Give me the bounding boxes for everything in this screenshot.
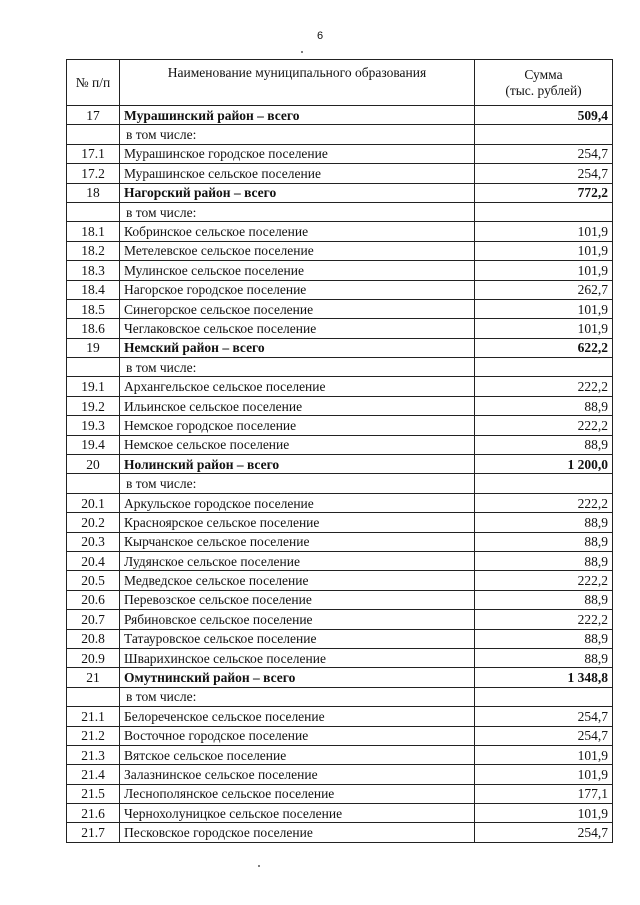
row-number: 18.2 bbox=[67, 241, 120, 260]
row-sum: 101,9 bbox=[475, 804, 613, 823]
row-sum: 101,9 bbox=[475, 241, 613, 260]
row-name: Кобринское сельское поселение bbox=[120, 222, 475, 241]
table-row bbox=[67, 513, 613, 532]
row-name: Аркульское городское поселение bbox=[120, 493, 475, 512]
table-row bbox=[67, 319, 613, 338]
including-row bbox=[67, 474, 613, 493]
row-name: Вятское сельское поселение bbox=[120, 745, 475, 764]
row-sum bbox=[475, 687, 613, 706]
row-sum: 254,7 bbox=[475, 707, 613, 726]
row-number: 21.7 bbox=[67, 823, 120, 842]
row-name: Шварихинское сельское поселение bbox=[120, 648, 475, 667]
row-name: Синегорское сельское поселение bbox=[120, 299, 475, 318]
table-row bbox=[67, 629, 613, 648]
row-number bbox=[67, 125, 120, 144]
row-number: 19.3 bbox=[67, 416, 120, 435]
row-number: 21.2 bbox=[67, 726, 120, 745]
row-number: 20.7 bbox=[67, 610, 120, 629]
table-row bbox=[67, 707, 613, 726]
row-name: Омутнинский район – всего bbox=[120, 668, 475, 687]
row-name: в том числе: bbox=[120, 125, 475, 144]
row-name: в том числе: bbox=[120, 687, 475, 706]
row-name: Мурашинское сельское поселение bbox=[120, 164, 475, 183]
table-row bbox=[67, 745, 613, 764]
table-row bbox=[67, 765, 613, 784]
row-sum: 88,9 bbox=[475, 396, 613, 415]
row-name: Перевозское сельское поселение bbox=[120, 590, 475, 609]
row-sum: 222,2 bbox=[475, 377, 613, 396]
row-sum bbox=[475, 474, 613, 493]
row-name: Татауровское сельское поселение bbox=[120, 629, 475, 648]
row-number: 18.6 bbox=[67, 319, 120, 338]
table-row bbox=[67, 726, 613, 745]
row-name: Чернохолуницкое сельское поселение bbox=[120, 804, 475, 823]
row-number: 20.9 bbox=[67, 648, 120, 667]
row-sum: 254,7 bbox=[475, 823, 613, 842]
row-number: 20.8 bbox=[67, 629, 120, 648]
table-row bbox=[67, 435, 613, 454]
row-number: 19 bbox=[67, 338, 120, 357]
including-row bbox=[67, 358, 613, 377]
row-sum: 88,9 bbox=[475, 648, 613, 667]
row-name: Нолинский район – всего bbox=[120, 455, 475, 474]
row-sum: 88,9 bbox=[475, 435, 613, 454]
row-sum: 101,9 bbox=[475, 765, 613, 784]
district-total-row bbox=[67, 338, 613, 357]
table-row bbox=[67, 532, 613, 551]
page-number: 6 bbox=[316, 30, 324, 42]
row-number bbox=[67, 474, 120, 493]
row-name: Леснополянское сельское поселение bbox=[120, 784, 475, 803]
row-number: 17.1 bbox=[67, 144, 120, 163]
row-sum: 262,7 bbox=[475, 280, 613, 299]
row-sum: 222,2 bbox=[475, 610, 613, 629]
row-number: 19.1 bbox=[67, 377, 120, 396]
row-name: Мулинское сельское поселение bbox=[120, 261, 475, 280]
header-sum bbox=[475, 60, 613, 106]
row-number: 17 bbox=[67, 106, 120, 125]
row-name: Мурашинское городское поселение bbox=[120, 144, 475, 163]
table-row bbox=[67, 164, 613, 183]
row-name: в том числе: bbox=[120, 358, 475, 377]
row-number: 18.3 bbox=[67, 261, 120, 280]
row-name: Красноярское сельское поселение bbox=[120, 513, 475, 532]
table-row bbox=[67, 571, 613, 590]
row-name: Восточное городское поселение bbox=[120, 726, 475, 745]
row-sum: 101,9 bbox=[475, 261, 613, 280]
header-number: № п/п bbox=[67, 60, 120, 106]
row-number: 18 bbox=[67, 183, 120, 202]
table-row bbox=[67, 241, 613, 260]
table-row bbox=[67, 784, 613, 803]
row-sum: 772,2 bbox=[475, 183, 613, 202]
row-name: Песковское городское поселение bbox=[120, 823, 475, 842]
row-name: Чеглаковское сельское поселение bbox=[120, 319, 475, 338]
row-number: 20.4 bbox=[67, 551, 120, 570]
row-number: 17.2 bbox=[67, 164, 120, 183]
table-row bbox=[67, 222, 613, 241]
row-name: Медведское сельское поселение bbox=[120, 571, 475, 590]
row-sum: 101,9 bbox=[475, 745, 613, 764]
row-name: в том числе: bbox=[120, 474, 475, 493]
district-total-row bbox=[67, 106, 613, 125]
row-sum: 101,9 bbox=[475, 319, 613, 338]
row-sum: 101,9 bbox=[475, 222, 613, 241]
header-sum-line1: Сумма bbox=[524, 66, 563, 82]
row-sum: 222,2 bbox=[475, 416, 613, 435]
table-header-row bbox=[67, 60, 613, 106]
row-name: Немское городское поселение bbox=[120, 416, 475, 435]
including-row bbox=[67, 125, 613, 144]
header-name: Наименование муниципального образования bbox=[120, 60, 475, 106]
row-sum: 254,7 bbox=[475, 164, 613, 183]
row-sum: 254,7 bbox=[475, 726, 613, 745]
row-name: Лудянское сельское поселение bbox=[120, 551, 475, 570]
row-name: Ильинское сельское поселение bbox=[120, 396, 475, 415]
row-name: в том числе: bbox=[120, 202, 475, 221]
district-total-row bbox=[67, 668, 613, 687]
row-sum: 88,9 bbox=[475, 513, 613, 532]
row-number: 20.2 bbox=[67, 513, 120, 532]
row-sum: 622,2 bbox=[475, 338, 613, 357]
row-sum: 88,9 bbox=[475, 590, 613, 609]
scan-dot bbox=[301, 51, 303, 53]
row-sum: 509,4 bbox=[475, 106, 613, 125]
row-sum: 88,9 bbox=[475, 629, 613, 648]
row-name: Мурашинский район – всего bbox=[120, 106, 475, 125]
row-number: 21.5 bbox=[67, 784, 120, 803]
row-sum: 177,1 bbox=[475, 784, 613, 803]
including-row bbox=[67, 687, 613, 706]
row-number: 18.5 bbox=[67, 299, 120, 318]
header-sum-line2: (тыс. рублей) bbox=[505, 82, 582, 98]
row-name: Нагорское городское поселение bbox=[120, 280, 475, 299]
table-row bbox=[67, 804, 613, 823]
district-total-row bbox=[67, 183, 613, 202]
including-row bbox=[67, 202, 613, 221]
row-name: Нагорский район – всего bbox=[120, 183, 475, 202]
row-name: Кырчанское сельское поселение bbox=[120, 532, 475, 551]
table-row bbox=[67, 280, 613, 299]
table-row bbox=[67, 299, 613, 318]
row-name: Немское сельское поселение bbox=[120, 435, 475, 454]
table-row bbox=[67, 590, 613, 609]
row-number bbox=[67, 358, 120, 377]
row-number: 19.2 bbox=[67, 396, 120, 415]
row-sum: 254,7 bbox=[475, 144, 613, 163]
row-number: 20.1 bbox=[67, 493, 120, 512]
row-number: 21.1 bbox=[67, 707, 120, 726]
row-name: Немский район – всего bbox=[120, 338, 475, 357]
row-sum: 222,2 bbox=[475, 493, 613, 512]
row-number bbox=[67, 687, 120, 706]
row-sum: 222,2 bbox=[475, 571, 613, 590]
row-sum: 101,9 bbox=[475, 299, 613, 318]
row-number: 20 bbox=[67, 455, 120, 474]
district-total-row bbox=[67, 455, 613, 474]
table-row bbox=[67, 261, 613, 280]
table-row bbox=[67, 396, 613, 415]
row-number bbox=[67, 202, 120, 221]
table-body bbox=[67, 106, 613, 843]
table-row bbox=[67, 610, 613, 629]
table-row bbox=[67, 648, 613, 667]
row-name: Белореченское сельское поселение bbox=[120, 707, 475, 726]
row-name: Рябиновское сельское поселение bbox=[120, 610, 475, 629]
row-number: 21.3 bbox=[67, 745, 120, 764]
row-name: Метелевское сельское поселение bbox=[120, 241, 475, 260]
row-sum bbox=[475, 358, 613, 377]
budget-table bbox=[66, 59, 613, 843]
table-row bbox=[67, 493, 613, 512]
row-sum: 88,9 bbox=[475, 532, 613, 551]
table-row bbox=[67, 551, 613, 570]
row-number: 21.4 bbox=[67, 765, 120, 784]
row-name: Архангельское сельское поселение bbox=[120, 377, 475, 396]
row-number: 19.4 bbox=[67, 435, 120, 454]
row-number: 20.6 bbox=[67, 590, 120, 609]
row-sum: 1 200,0 bbox=[475, 455, 613, 474]
row-sum bbox=[475, 125, 613, 144]
scan-dot bbox=[258, 865, 260, 867]
table-row bbox=[67, 416, 613, 435]
row-number: 20.3 bbox=[67, 532, 120, 551]
row-number: 18.1 bbox=[67, 222, 120, 241]
row-sum: 1 348,8 bbox=[475, 668, 613, 687]
table-row bbox=[67, 823, 613, 842]
row-sum bbox=[475, 202, 613, 221]
table-row bbox=[67, 377, 613, 396]
table-row bbox=[67, 144, 613, 163]
row-number: 20.5 bbox=[67, 571, 120, 590]
row-name: Залазнинское сельское поселение bbox=[120, 765, 475, 784]
row-number: 18.4 bbox=[67, 280, 120, 299]
row-sum: 88,9 bbox=[475, 551, 613, 570]
row-number: 21.6 bbox=[67, 804, 120, 823]
row-number: 21 bbox=[67, 668, 120, 687]
